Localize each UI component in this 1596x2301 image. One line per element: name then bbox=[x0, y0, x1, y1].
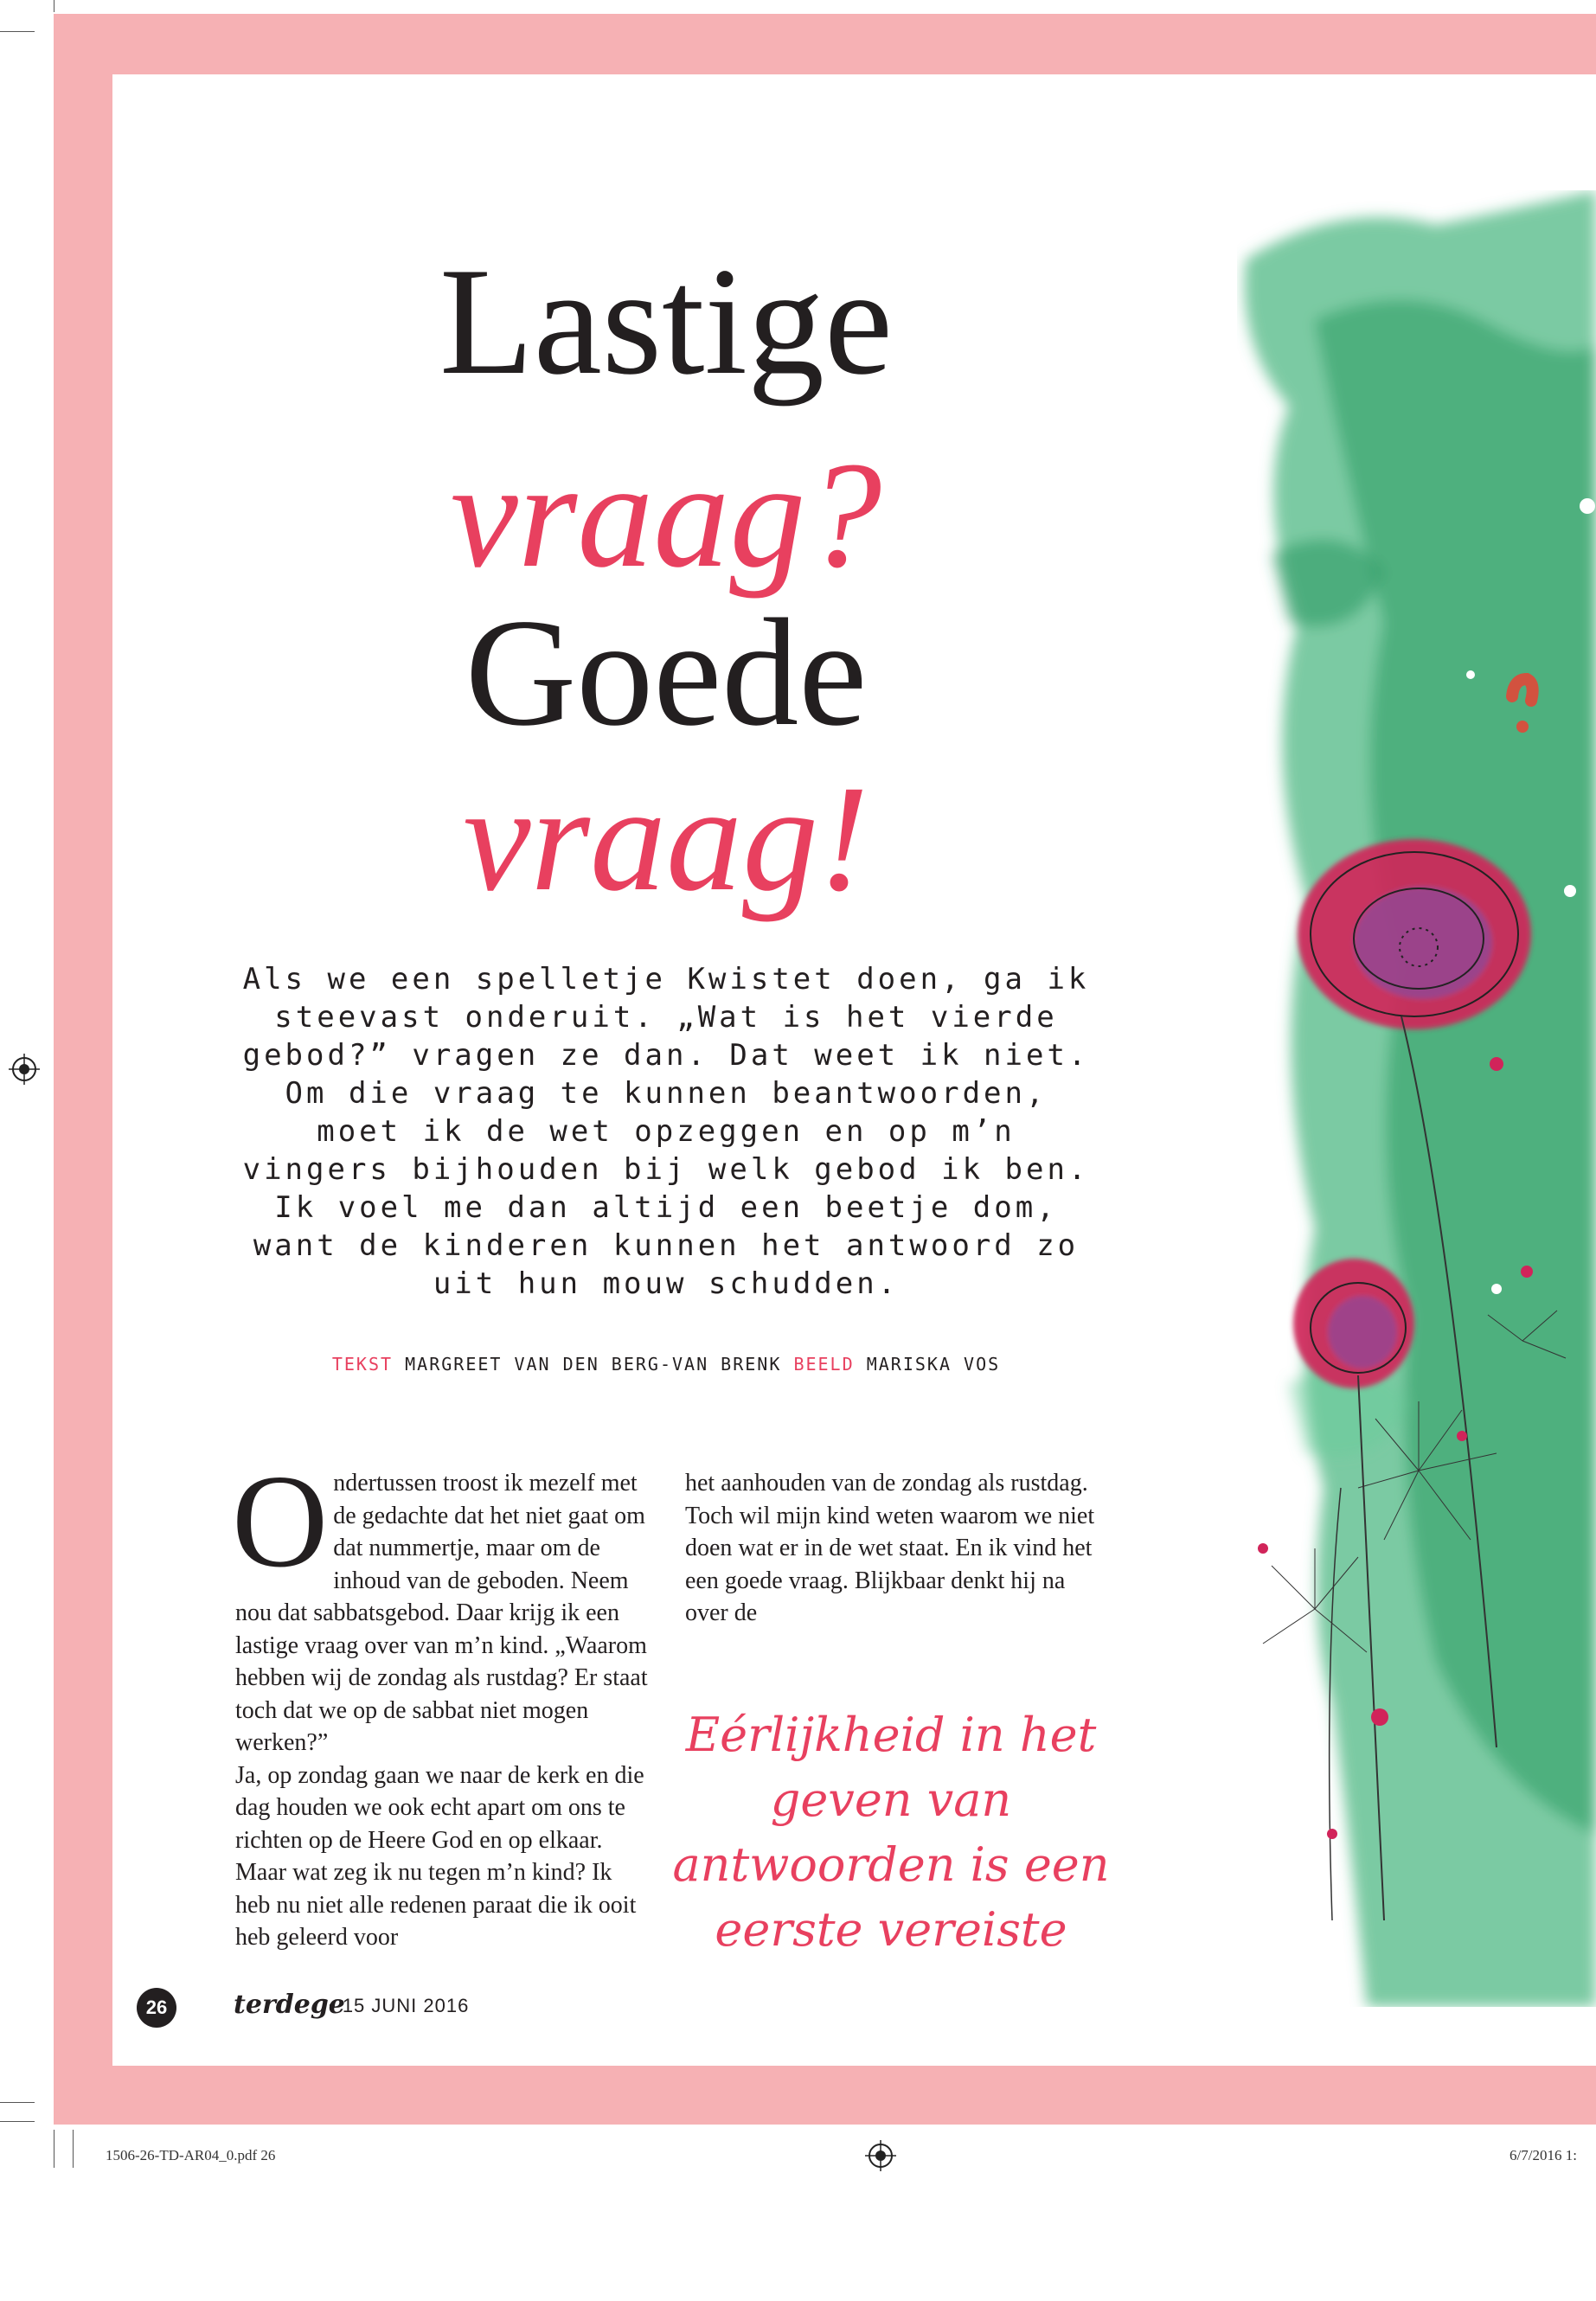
watercolor-poppy-illustration bbox=[1237, 190, 1596, 2007]
pull-quote: Eérlijkheid in het geven van antwoorden is een eerste vereiste bbox=[672, 1708, 1110, 1957]
credits-image-label: BEELD bbox=[793, 1354, 855, 1375]
print-slug-date: 6/7/2016 1: bbox=[1509, 2147, 1577, 2163]
pink-frame-left bbox=[54, 14, 112, 2125]
page-number-badge: 26 bbox=[137, 1988, 176, 2028]
credits-illustrator: MARISKA VOS bbox=[866, 1354, 1001, 1375]
credits-author: MARGREET VAN DEN BERG-VAN BRENK bbox=[405, 1354, 782, 1375]
registration-mark-icon bbox=[9, 1054, 40, 1085]
body-paragraph: het aanhouden van de zondag als rustdag. Toch wil mijn kind weten waarom we niet doen wat er in de wet staat. En ik vind het een goede vraag. Blijkbaar denkt hij na over de bbox=[685, 1470, 1095, 1626]
intro-paragraph: Als we een spelletje Kwistet doen, ga ik steevast onderuit. „Wat is het vierde gebod?” vragen ze dan. Dat weet ik niet. Om die vraag te kunnen beantwoorden, moet ik de wet opzeggen en op m’n vingers bijhouden bij welk gebod ik ben. Ik voel me dan altijd een beetje dom, want de kinderen kunnen het antwoord zo uit hun mouw schudden. bbox=[242, 962, 1090, 1301]
drop-cap: O bbox=[232, 1448, 329, 1595]
print-slug-filename: 1506-26-TD-AR04_0.pdf 26 bbox=[106, 2147, 276, 2163]
registration-mark-icon bbox=[865, 2140, 896, 2171]
headline-line-3: Goede bbox=[465, 586, 868, 758]
crop-mark bbox=[0, 31, 35, 32]
pink-frame-bottom bbox=[54, 2066, 1596, 2125]
headline-line-4: vraag! bbox=[463, 754, 869, 923]
headline-line-1: Lastige bbox=[439, 235, 893, 407]
headline-line-2: vraag? bbox=[450, 431, 882, 599]
credits-line bbox=[234, 1354, 1099, 1375]
crop-mark bbox=[0, 2102, 35, 2103]
magazine-logo: terdege bbox=[234, 1990, 345, 2020]
body-paragraph: Ja, op zondag gaan we naar de kerk en die dag houden we ook echt apart om ons te richten op de Heere God en op elkaar. Maar wat zeg ik nu tegen m’n kind? Ik heb nu niet alle redenen paraat die ik ooit heb geleerd voor bbox=[235, 1761, 644, 1951]
issue-date: • 15 JUNI 2016 bbox=[329, 1995, 470, 2016]
pink-frame-top bbox=[54, 14, 1596, 74]
credits-text-label: TEKST bbox=[331, 1354, 394, 1375]
crop-mark bbox=[0, 2121, 35, 2122]
body-paragraph: ndertussen troost ik mezelf met de gedachte dat het niet gaat om dat nummertje, maar om de inhoud van de geboden. Neem nou dat sabbatsgebod. Daar krijg ik een lastige vraag over van m’n kind. „Waarom hebben wij de zondag als rustdag? Er staat toch dat we op de sabbat niet mogen werken?” bbox=[235, 1470, 648, 1756]
body-column-1 bbox=[232, 1448, 651, 1954]
crop-mark bbox=[73, 2130, 74, 2168]
body-column-2 bbox=[685, 1467, 1100, 1630]
